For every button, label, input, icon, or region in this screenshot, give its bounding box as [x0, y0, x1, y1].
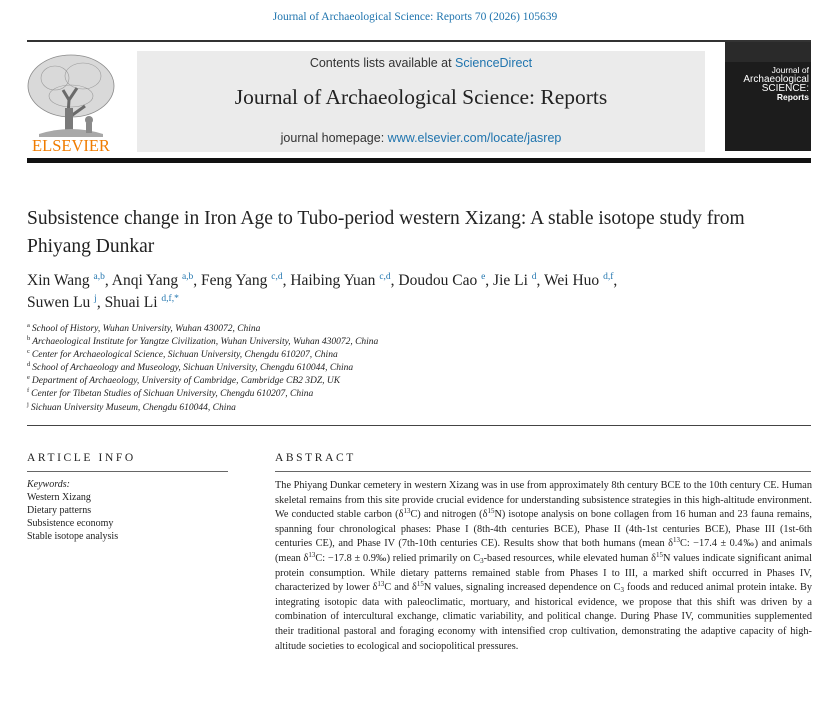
- cover-line-4: Reports: [776, 92, 809, 102]
- author-affiliation-mark[interactable]: a,b: [181, 272, 194, 282]
- isotope-superscript: 13: [672, 536, 680, 545]
- affiliation-text: School of History, Wuhan University, Wuhan 430072, China: [31, 324, 261, 334]
- affiliation-key: c: [27, 348, 30, 356]
- elsevier-wordmark: ELSEVIER: [32, 136, 110, 154]
- author-name[interactable]: Xin Wang: [27, 272, 90, 289]
- elsevier-tree-icon: [25, 50, 117, 154]
- sciencedirect-link[interactable]: ScienceDirect: [455, 56, 533, 70]
- isotope-superscript: 15: [487, 507, 495, 516]
- isotope-superscript: 15: [655, 550, 663, 559]
- keyword-item: Subsistence economy: [27, 518, 114, 529]
- author-name[interactable]: Wei Huo: [544, 272, 600, 289]
- author-name[interactable]: Doudou Cao: [398, 272, 478, 289]
- keyword-item: Stable isotope analysis: [27, 531, 119, 542]
- affiliation-key: f: [27, 387, 30, 395]
- affiliation-key: a: [27, 322, 30, 329]
- isotope-superscript: 13: [308, 550, 316, 559]
- affiliation-text: Department of Archaeology, University of Cambridge, Cambridge CB2 3DZ, UK: [31, 376, 341, 387]
- author-affiliation-mark[interactable]: a,b: [93, 272, 105, 282]
- author-affiliation-mark[interactable]: d: [531, 272, 537, 282]
- author-affiliation-mark[interactable]: c,d: [271, 272, 283, 282]
- isotope-superscript: 13: [403, 507, 411, 516]
- affiliation-item: [27, 362, 727, 375]
- author-affiliation-mark[interactable]: d,f,*: [161, 294, 179, 304]
- author-affiliation-mark[interactable]: c,d: [379, 272, 391, 282]
- homepage-link[interactable]: www.elsevier.com/locate/jasrep: [387, 131, 562, 145]
- homepage-line: [137, 131, 705, 145]
- abstract-text-segment: N values indicate significant animal protein consumption. While dietary patterns remained stable from Phases I to III, a marked shift occurred in Phases IV, characterized by lower δ: [275, 552, 812, 594]
- author-name[interactable]: Feng Yang: [201, 272, 268, 289]
- abstract-divider: [275, 471, 811, 472]
- abstract-text-segment: C: −17.8 ± 0.9‰) relied primarily on C: [315, 552, 481, 564]
- abstract-heading: ABSTRACT: [275, 452, 356, 464]
- article-info-heading: ARTICLE INFO: [27, 452, 136, 464]
- cover-header-band: [725, 42, 811, 62]
- author-affiliation-mark[interactable]: e: [481, 272, 486, 282]
- author-list: Xin Wang $^{a,b}$, Anqi Yang $^{a,b}$, Feng Yang $^{c,d}$, Haibing Yuan $^{c,d}$, Doudou Cao $^e$, Jie Li $^d$, Wei Huo $^{d,f}$, Suwen Lu $^j$, Shuai Li $^{d,f,*}$: [27, 272, 618, 311]
- affiliation-item: [27, 349, 727, 362]
- affiliation-item: [27, 388, 727, 401]
- journal-cover[interactable]: [725, 42, 811, 151]
- isotope-superscript: 15: [416, 580, 424, 589]
- article-info-divider: [27, 471, 228, 472]
- cover-line-1: Journal of: [771, 65, 809, 75]
- journal-name[interactable]: Journal of Archaeological Science: Reports: [234, 85, 608, 109]
- affiliation-list: [27, 323, 727, 415]
- masthead-bottom-rule: [27, 158, 811, 163]
- affiliation-text: Sichuan University Museum, Chengdu 610044, China: [30, 402, 236, 413]
- keywords-label: Keywords:: [27, 479, 70, 490]
- abstract-text-segment: foods and reduced animal protein intake. By integrating isotopic data with paleoclimatic, mortuary, and historical evidence, we propose that this shift was driven by a combination of intercultural exchange, climatic variability, and political change. During Phase IV, communities supplemented their traditional pastoral and foraging economy with intensified crop cultivation, demonstrating the adaptive capacity of high-altitude societies to ecological and sociopolitical pressures.: [275, 582, 812, 652]
- affiliation-item: [27, 336, 727, 349]
- affiliation-divider: [27, 425, 811, 426]
- affiliation-text: Archaeological Institute for Yangtze Civilization, Wuhan University, Wuhan 430072, China: [32, 337, 379, 348]
- affiliation-text: School of Archaeology and Museology, Sichuan University, Chengdu 610044, China: [32, 363, 354, 374]
- citation-link[interactable]: Journal of Archaeological Science: Reports 70 (2026) 105639: [272, 11, 558, 23]
- abstract-text-segment: -based resources, while elevated human δ: [483, 552, 656, 564]
- homepage-prefix: journal homepage:: [280, 131, 388, 145]
- carbon-pathway-subscript: 3: [620, 586, 624, 595]
- isotope-superscript: 13: [377, 580, 385, 589]
- abstract-text-segment: N values, signaling increased dependence on C: [423, 582, 621, 594]
- affiliation-item: [27, 375, 727, 388]
- keyword-item: Dietary patterns: [27, 505, 92, 516]
- author-name[interactable]: Haibing Yuan: [290, 272, 376, 289]
- abstract-text-segment: C: −17.4 ± 0.4‰) and animals (mean δ: [275, 538, 812, 564]
- contents-line: [137, 56, 705, 70]
- abstract-text-segment: N) isotope analysis on bone collagen from 16 human and 23 fauna remains, spanning four chronological phases: Phase I (8th-4th centuries BCE), Phase II (4th-1st centuries BCE), Phase III (1st-6th centuries CE), and Phase IV (7th-10th centuries CE). Results show that both humans (mean δ: [275, 509, 813, 550]
- carbon-pathway-subscript: 3: [480, 556, 484, 565]
- abstract-text-segment: C and δ: [384, 582, 417, 594]
- journal-citation[interactable]: [0, 11, 830, 23]
- cover-title: [727, 66, 809, 102]
- keyword-item: Western Xizang: [27, 492, 91, 503]
- journal-banner: [137, 51, 705, 152]
- masthead-top-rule: [27, 40, 811, 42]
- affiliation-item: [27, 323, 727, 336]
- author-name[interactable]: Jie Li: [493, 272, 528, 289]
- abstract-text-segment: C) and nitrogen (δ: [410, 509, 488, 521]
- contents-prefix: Contents lists available at: [309, 56, 456, 70]
- author-affiliation-mark[interactable]: d,f: [603, 272, 614, 282]
- author-affiliation-mark[interactable]: j: [94, 294, 97, 304]
- abstract-text-segment: The Phiyang Dunkar cemetery in western Xizang was in use from approximately 8th century BCE to the 10th century CE. Human skeletal remains from this site provide crucial evidence for understanding subsistence strategies in this high-altitude environment. We conducted stable carbon (δ: [275, 480, 812, 521]
- affiliation-key: e: [27, 374, 30, 382]
- keyword-list: [27, 491, 118, 543]
- cover-line-2: Archaeological: [743, 74, 809, 85]
- abstract-body: [275, 479, 812, 654]
- affiliation-text: Center for Tibetan Studies of Sichuan University, Chengdu 610207, China: [31, 389, 314, 400]
- author-name[interactable]: Anqi Yang: [111, 272, 179, 289]
- affiliation-key: d: [27, 361, 31, 369]
- author-name[interactable]: Suwen Lu: [27, 294, 91, 311]
- author-name[interactable]: Shuai Li: [104, 294, 158, 311]
- elsevier-logo[interactable]: [25, 50, 117, 154]
- affiliation-text: Center for Archaeological Science, Sichuan University, Chengdu 610207, China: [31, 350, 338, 361]
- affiliation-key: b: [27, 335, 31, 343]
- cover-line-3: SCIENCE:: [761, 83, 809, 94]
- affiliation-item: [27, 402, 727, 415]
- article-title: Subsistence change in Iron Age to Tubo-period western Xizang: A stable isotope study from Phiyang Dunkar: [27, 208, 745, 257]
- affiliation-key: j: [27, 400, 29, 408]
